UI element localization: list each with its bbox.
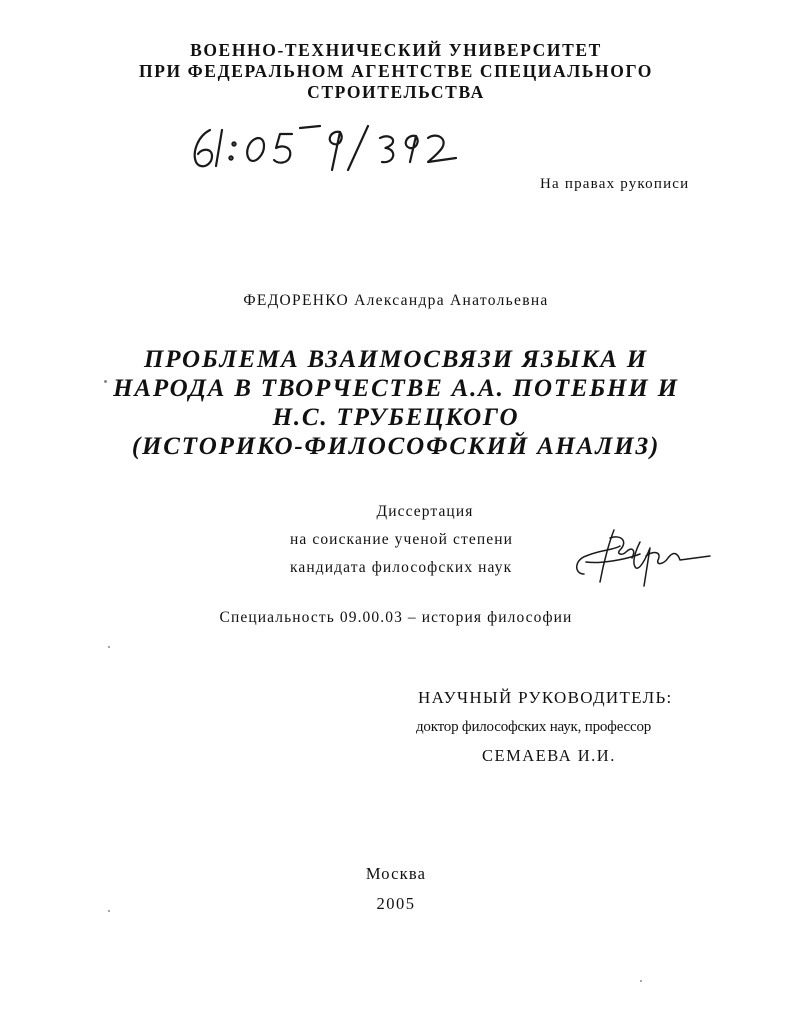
- city: Москва: [365, 864, 427, 883]
- dissertation-title: [0, 345, 792, 461]
- degree-block: [290, 498, 560, 582]
- degree-heading: Диссертация: [376, 503, 474, 520]
- title-line-1: ПРОБЛЕМА ВЗАИМОСВЯЗИ ЯЗЫКА И: [144, 346, 648, 373]
- degree-line-2: на соискание ученой степени: [290, 531, 514, 548]
- scan-speck: [108, 646, 110, 648]
- institution-header: [0, 40, 792, 103]
- specialty: Специальность 09.00.03 – история философии: [219, 609, 573, 626]
- institution-line-1: ВОЕННО-ТЕХНИЧЕСКИЙ УНИВЕРСИТЕТ: [190, 40, 602, 60]
- supervisor-degree: доктор философских наук, профессор: [416, 719, 652, 735]
- author-name: ФЕДОРЕНКО Александра Анатольевна: [243, 292, 549, 309]
- year: 2005: [376, 894, 416, 913]
- scan-speck: [104, 380, 107, 383]
- rights-note: На правах рукописи: [540, 176, 690, 192]
- title-line-2: НАРОДА В ТВОРЧЕСТВЕ А.А. ПОТЕБНИ И: [113, 375, 679, 402]
- title-line-4: (ИСТОРИКО-ФИЛОСОФСКИЙ АНАЛИЗ): [131, 433, 661, 460]
- archive-stamp-handwriting: [188, 108, 478, 176]
- institution-line-3: СТРОИТЕЛЬСТВА: [307, 82, 485, 102]
- scan-speck: [108, 910, 110, 912]
- author-signature: [570, 520, 720, 590]
- supervisor-label: НАУЧНЫЙ РУКОВОДИТЕЛЬ:: [418, 688, 673, 707]
- degree-line-3: кандидата философских наук: [290, 559, 513, 576]
- supervisor-name: СЕМАЕВА И.И.: [482, 746, 616, 765]
- institution-line-2: ПРИ ФЕДЕРАЛЬНОМ АГЕНТСТВЕ СПЕЦИАЛЬНОГО: [138, 61, 653, 81]
- scan-speck: [640, 980, 642, 982]
- title-line-3: Н.С. ТРУБЕЦКОГО: [272, 404, 520, 431]
